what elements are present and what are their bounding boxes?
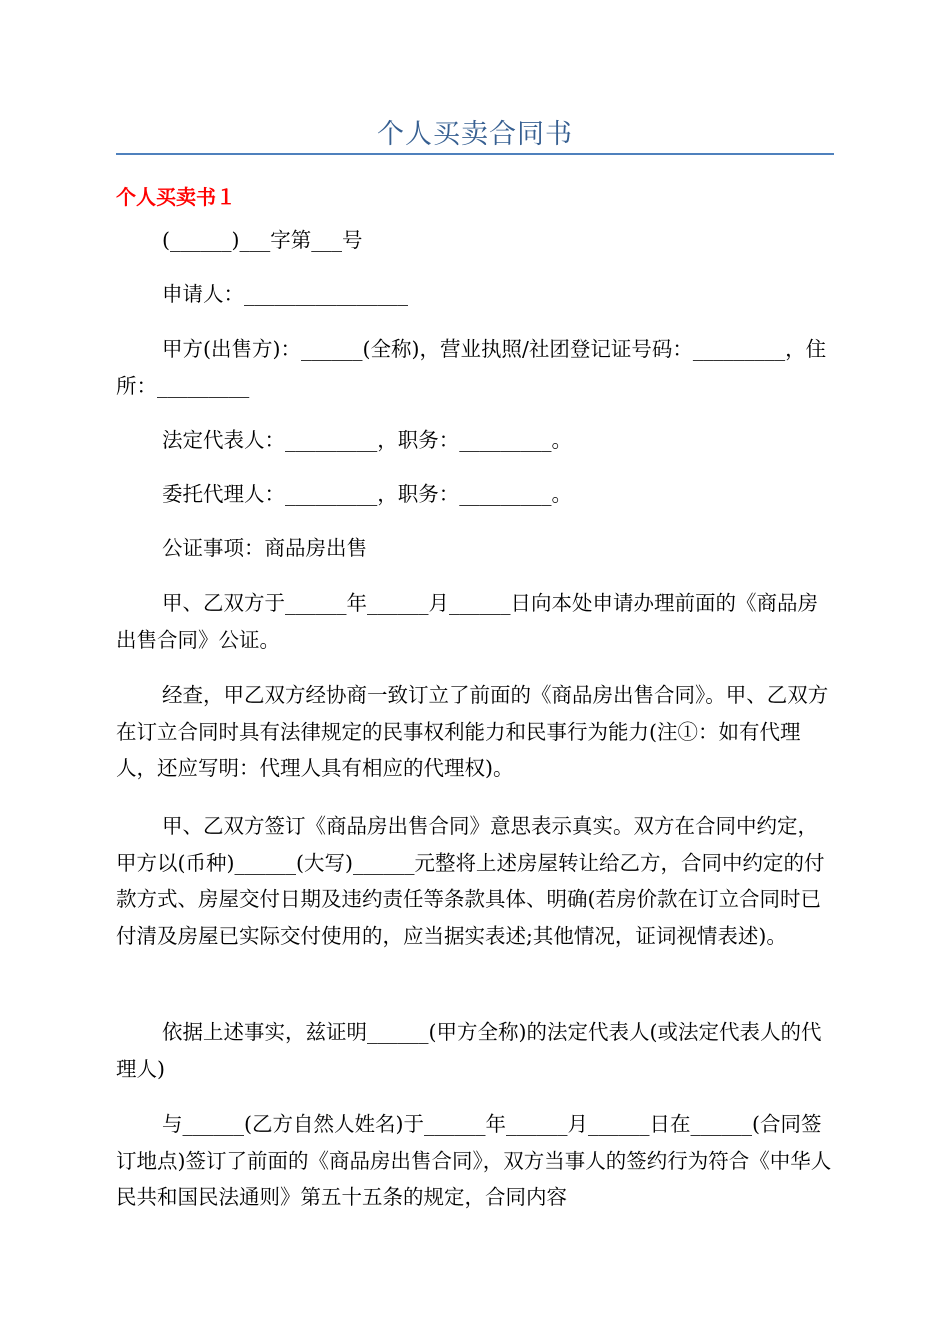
paragraph-entrusted-agent: 委托代理人：_________，职务：_________。	[162, 482, 572, 506]
paragraph-application: 甲、乙双方于______年______月______日向本处申请办理前面的《商品房出售合同》公证。	[116, 591, 818, 652]
application-block	[116, 585, 834, 658]
verification-block	[116, 677, 834, 787]
contract-terms-block	[116, 808, 834, 954]
paragraph-signing: 与______(乙方自然人姓名)于______年______月______日在______(合同签订地点)签订了前面的《商品房出售合同》，双方当事人的签约行为符合《中华人民共和国民法通则》第五十五条的规定，合同内容	[116, 1112, 832, 1209]
paragraph-legal-representative: 法定代表人：_________，职务：_________。	[162, 428, 572, 452]
signing-block	[116, 1106, 834, 1216]
party-a-block	[116, 331, 834, 404]
section-heading: 个人买卖书１	[116, 185, 236, 209]
agent-line	[116, 476, 834, 513]
applicant-line	[116, 276, 834, 313]
title-divider	[116, 153, 834, 155]
notary-matter-line	[116, 530, 834, 567]
document-title: 个人买卖合同书	[377, 119, 573, 150]
certification-block	[116, 1014, 834, 1087]
document-number-line	[116, 222, 834, 259]
paragraph-certification: 依据上述事实，兹证明______(甲方全称)的法定代表人(或法定代表人的代理人)	[116, 1020, 822, 1081]
paragraph-applicant: 申请人：________________	[162, 282, 408, 306]
paragraph-party-a: 甲方(出售方)：______(全称)，营业执照/社团登记证号码：_________，住所：_________	[116, 337, 827, 398]
legal-rep-line	[116, 422, 834, 459]
paragraph-notary-matter: 公证事项：商品房出售	[162, 536, 367, 560]
paragraph-document-number: (______)___字第___号	[162, 228, 363, 252]
paragraph-contract-terms: 甲、乙双方签订《商品房出售合同》意思表示真实。双方在合同中约定，甲方以(币种)______(大写)______元整将上述房屋转让给乙方，合同中约定的付款方式、房屋交付日期及违约责任等条款具体、明确(若房价款在订立合同时已付清及房屋已实际交付使用的，应当据实表述;其他情况，证词视情表述)。	[116, 814, 825, 948]
paragraph-verification: 经查，甲乙双方经协商一致订立了前面的《商品房出售合同》。甲、乙双方在订立合同时具有法律规定的民事权利能力和民事行为能力(注①：如有代理人，还应写明：代理人具有相应的代理权)。	[116, 683, 829, 780]
